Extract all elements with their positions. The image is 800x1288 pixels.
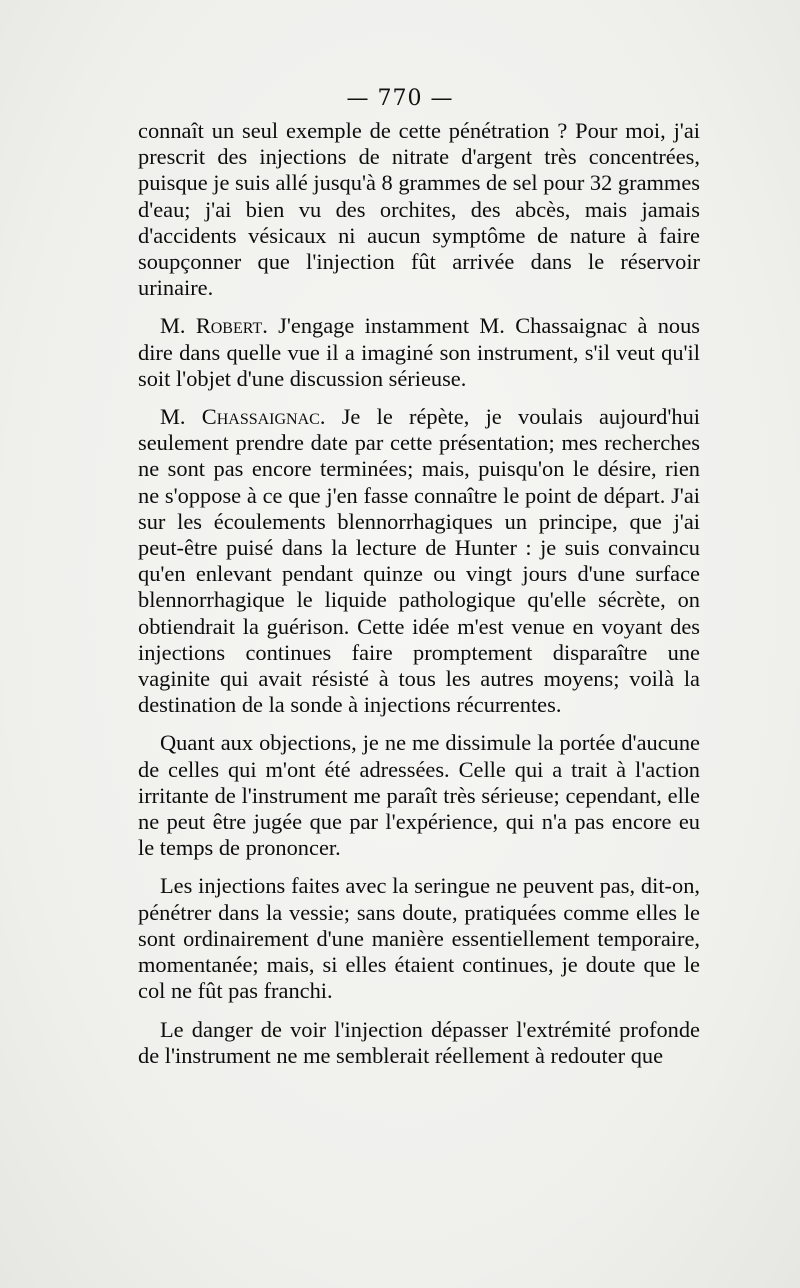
body-text xyxy=(138,118,700,1081)
paragraph-5: Les injections faites avec la seringue ne peuvent pas, dit-on, pénétrer dans la vessie; sans doute, pratiquées comme elles le sont ordinairement d'une manière essentiellement temporaire, momentanée; mais, si elles étaient continues, je doute que le col ne fût pas franchi. xyxy=(138,873,700,1004)
paragraph-3 xyxy=(138,404,700,718)
paragraph-4: Quant aux objections, je ne me dissimule la portée d'aucune de celles qui m'ont été adressées. Celle qui a trait à l'action irritante de l'instrument me paraît très sérieuse; cependant, elle ne peut être jugée que par l'expérience, qui n'a pas encore eu le temps de prononcer. xyxy=(138,730,700,861)
speaker-name: M. Robert. xyxy=(160,313,268,339)
paragraph-1: connaît un seul exemple de cette pénétration ? Pour moi, j'ai prescrit des injections de nitrate d'argent très concentrées, puisque je suis allé jusqu'à 8 grammes de sel pour 32 grammes d'eau; j'ai bien vu des orchites, des abcès, mais jamais d'accidents vésicaux ni aucun symptôme de nature à faire soupçonner que l'injection fût arrivée dans le réservoir urinaire. xyxy=(138,118,700,301)
paragraph-2 xyxy=(138,313,700,392)
paragraph-3-text: Je le répète, je voulais aujourd'hui seulement prendre date par cette présentation; mes recherches ne sont pas encore terminées; mais, puisqu'on le désire, rien ne s'oppose à ce que j'en fasse connaître le point de départ. J'ai sur les écoulements blennorrhagiques un principe, que j'ai peut-être puisé dans la lecture de Hunter : je suis convaincu qu'en enlevant pendant quinze ou vingt jours d'une surface blennorrhagique le liquide pathologique qu'elle sécrète, on obtiendrait la guérison. Cette idée m'est venue en voyant des injections continues faire promptement disparaître une vaginite qui avait résisté à tous les autres moyens; voilà la destination de la sonde à injections récurrentes. xyxy=(138,404,700,718)
page-number: — 770 — xyxy=(346,86,454,111)
paragraph-6: Le danger de voir l'injection dépasser l'extrémité profonde de l'instrument ne me semblerait réellement à redouter que xyxy=(138,1016,700,1068)
paragraph-2-text: J'engage instamment M. Chassaignac à nous dire dans quelle vue il a imaginé son instrument, s'il veut qu'il soit l'objet d'une discussion sérieuse. xyxy=(138,313,700,391)
speaker-name: M. Chassaignac. xyxy=(160,404,326,430)
